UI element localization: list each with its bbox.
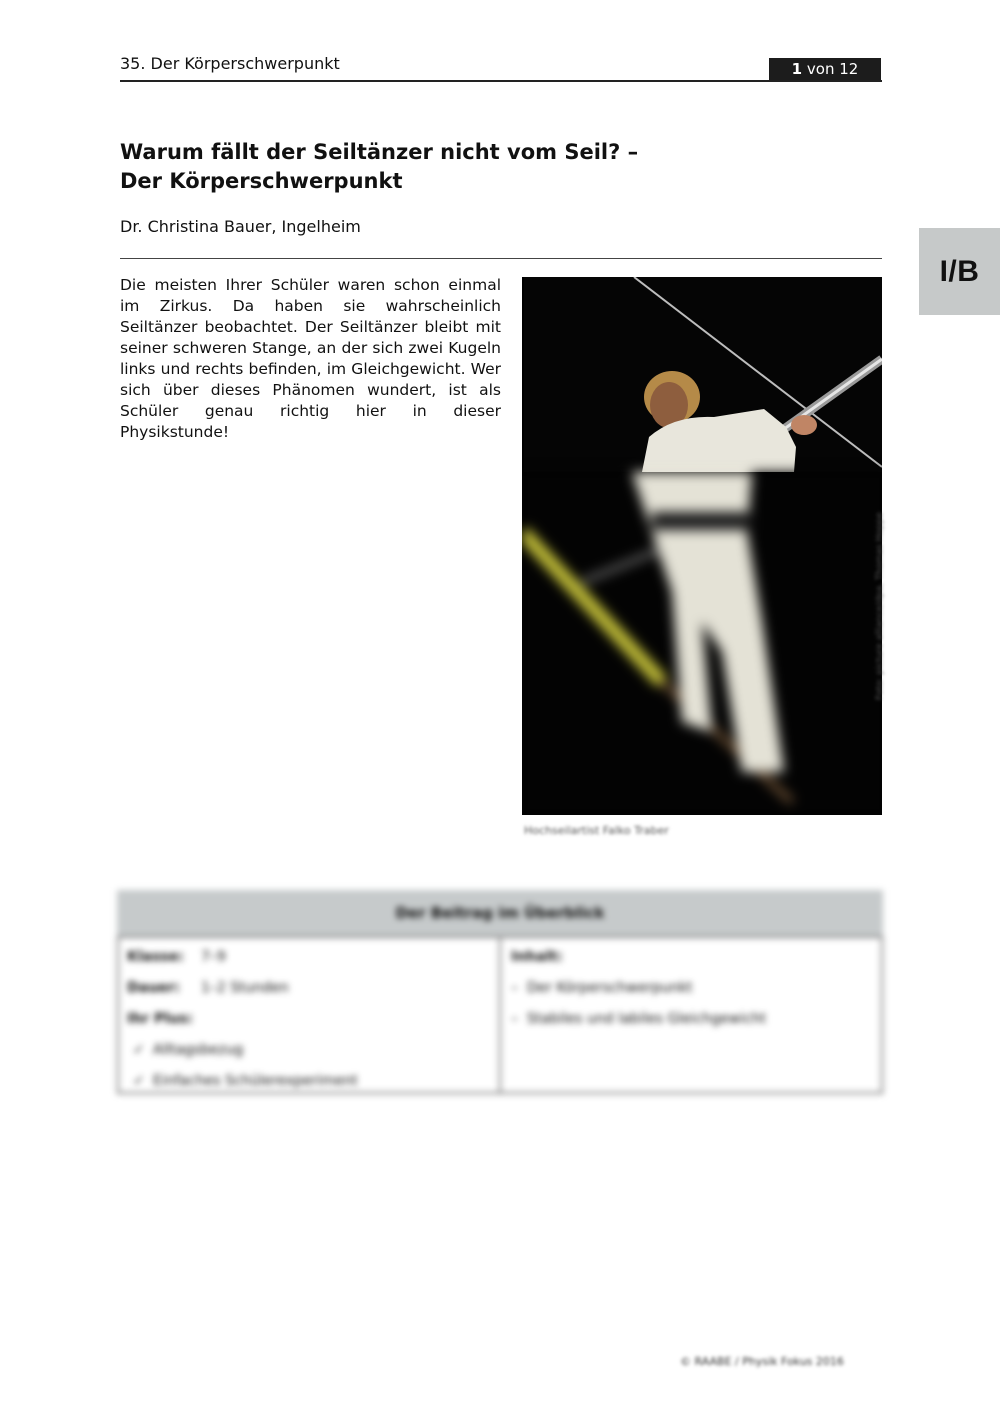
section-tab: I/B <box>919 228 1000 315</box>
klasse-row <box>127 942 487 973</box>
running-header: 35. Der Körperschwerpunkt <box>120 54 340 73</box>
dauer-row <box>127 973 487 1004</box>
klasse-label: Klasse: <box>127 949 184 965</box>
klasse-value: 7–9 <box>201 949 226 965</box>
photo-credit: Foto: picture alliance/dpa, Thomas Hoppe <box>875 512 885 700</box>
dash-icon: – <box>511 980 527 996</box>
page-counter <box>769 58 881 81</box>
plus-item: ✓ Alltagsbezug <box>133 1035 487 1066</box>
checkmark-icon: ✓ <box>133 1073 145 1089</box>
photo-lower-part <box>522 472 882 815</box>
header-divider <box>120 80 882 82</box>
overview-heading: Der Beitrag im Überblick <box>117 890 883 938</box>
dauer-value: 1–2 Stunden <box>201 980 289 996</box>
tightrope-walker-photo <box>522 277 882 815</box>
title-line-1: Warum fällt der Seiltänzer nicht vom Seil? – <box>120 140 639 164</box>
overview-right-column <box>511 942 871 1035</box>
photo-upper-part <box>524 277 882 472</box>
footer-copyright: © RAABE / Physik Fokus 2016 <box>680 1355 844 1368</box>
overview-table <box>117 890 883 1094</box>
inhalt-item: – Der Körperschwerpunkt <box>511 980 693 996</box>
title-line-2: Der Körperschwerpunkt <box>120 169 403 193</box>
inhalt-label: Inhalt: <box>511 949 563 965</box>
author-divider <box>120 258 882 259</box>
dauer-label: Dauer: <box>127 980 181 996</box>
intro-paragraph: Die meisten Ihrer Schüler waren schon einmal im Zirkus. Da haben sie wahrscheinlich Seiltänzer beobachtet. Der Seiltänzer bleibt mit seiner schweren Stange, an der sich zwei Kugeln links und rechts befinden, im Gleichgewicht. Wer sich über dieses Phänomen wundert, ist als Schüler genau richtig hier in dieser Physikstunde! <box>120 276 501 441</box>
photo-caption: Hochseilartist Falko Traber <box>524 824 669 837</box>
dash-icon: – <box>511 1011 527 1027</box>
plus-label: Ihr Plus: <box>127 1011 193 1027</box>
plus-item: ✓ Einfaches Schülerexperiment <box>133 1066 487 1097</box>
overview-column-divider <box>499 936 501 1094</box>
overview-left-column <box>127 942 487 1097</box>
page-number: 1 <box>791 60 803 78</box>
checkmark-icon: ✓ <box>133 1042 145 1058</box>
inhalt-item: – Stabiles und labiles Gleichgewicht <box>511 1011 767 1027</box>
article-title <box>120 138 820 196</box>
page-total: von 12 <box>806 60 859 78</box>
author-line: Dr. Christina Bauer, Ingelheim <box>120 217 361 236</box>
